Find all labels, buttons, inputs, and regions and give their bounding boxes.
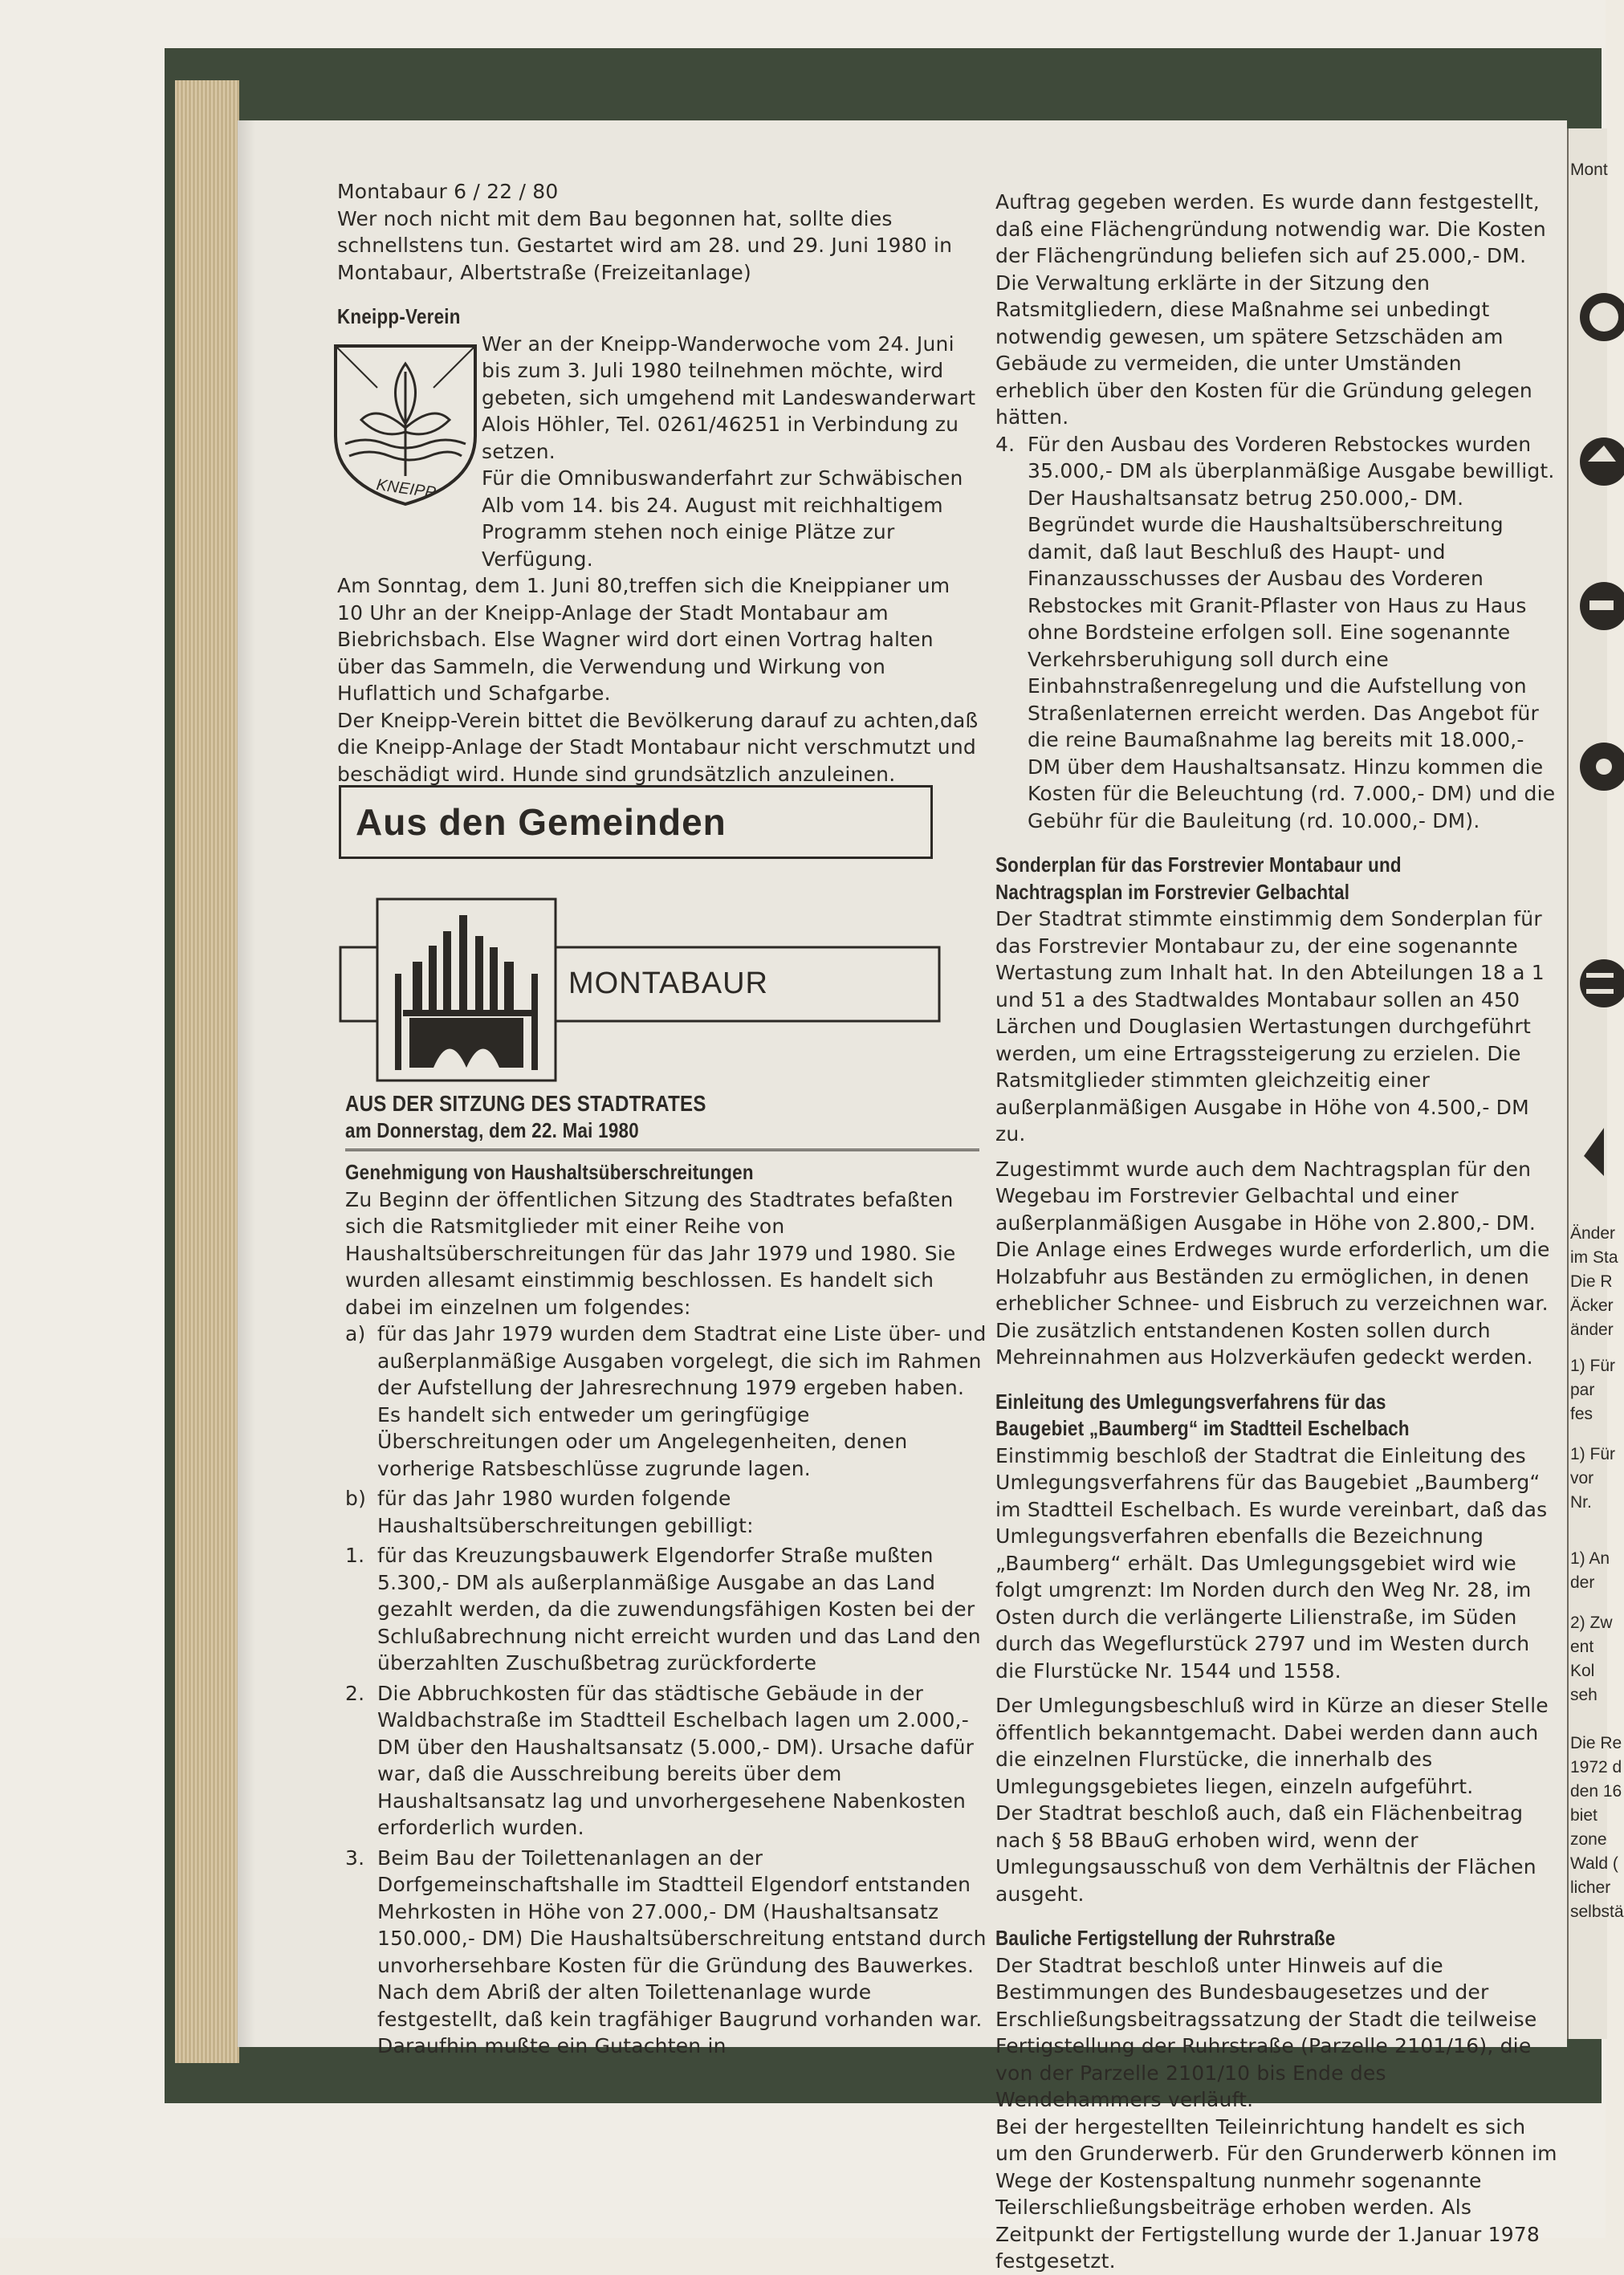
page-edges — [175, 80, 239, 2063]
subheading-haushalt: Genehmigung von Haushaltsüberschreitungen — [345, 1160, 754, 1184]
next-page-emblem-icon — [1572, 578, 1620, 634]
subheading-umlegung: Einleitung des Umlegungsverfahrens für das Baugebiet „Baumberg“ im Stadtteil Eschelbach — [995, 1389, 1410, 1440]
list-item-4 — [995, 431, 1557, 835]
list-text: für das Jahr 1979 wurden dem Stadtrat eine Liste über- und außerplanmäßige Ausgaben vorgelegt, die sich im Rahmen der Aufstellung der Jahresrechnung 1979 ergeben haben. Es handelt sich entweder um geringfügige Überschreitungen oder um Angelegenheiten, denen vorherige Ratsbeschlüsse zugrunde lagen. — [377, 1322, 987, 1480]
next-page-text-fragment: selbstä — [1570, 1903, 1624, 1921]
next-page-text-fragment: 1) An — [1570, 1549, 1610, 1568]
kneipp-section — [337, 303, 979, 788]
umlegung-paragraph-3: Der Stadtrat beschloß auch, daß ein Flächenbeitrag nach § 58 BBauG erhoben wird, wenn der Umlegungsausschuß von dem Verhältnis der Flächen ausgeht. — [995, 1801, 1536, 1906]
next-page-text-fragment: biet — [1570, 1806, 1598, 1825]
double-rule-divider — [345, 1149, 979, 1151]
next-page-text-fragment: Wald ( — [1570, 1854, 1618, 1873]
kneipp-heading: Kneipp-Verein — [337, 304, 461, 328]
umlegung-paragraph-1: Einstimmig beschloß der Stadtrat die Einleitung des Umlegungsverfahrens für das Baugebiet „Baumberg“ im Stadtteil Eschelbach. Es wurde vereinbart, daß das Umlegungsverfahren ebenfalls die Bezeichnung „Baumberg“ erhält. Das Umlegungsgebiet wird wie folgt umgrenzt: Im Norden durch den Weg Nr. 28, im Osten durch die verlängerte Lilienstraße, im Süden durch das Wegeflurstück 2797 und im Westen durch die Flurstücke Nr. 1544 und 1558. — [995, 1443, 1548, 1683]
next-page-text-fragment: änder — [1570, 1321, 1614, 1339]
list-marker: 4. — [995, 432, 1016, 456]
list-marker: 1. — [345, 1544, 365, 1567]
next-page-text-fragment: vor — [1570, 1469, 1594, 1488]
next-page-emblem-icon — [1572, 433, 1620, 490]
session-intro: Zu Beginn der öffentlichen Sitzung des Stadtrates befaßten sich die Ratsmitglieder mit einer Reihe von Haushaltsüberschreitungen für das Jahr 1979 und 1980. Sie wurden allesamt einstimmig beschlossen. Es handelt sich dabei im einzelnen um folgendes: — [345, 1187, 956, 1319]
session-heading: AUS DER SITZUNG DES STADTRATES — [345, 1091, 706, 1116]
list-item-2 — [345, 1680, 987, 1842]
next-page-text-fragment: 1972 d — [1570, 1758, 1622, 1776]
section-title-box: Aus den Gemeinden — [339, 785, 933, 859]
kneipp-paragraph-3: Am Sonntag, dem 1. Juni 80,treffen sich die Kneippianer um 10 Uhr an der Kneipp-Anlage der Stadt Montabaur am Biebrichsbach. Else Wagner wird dort einen Vortrag halten über das Sammeln, die Verwendung und Wirkung von Huflattich und Schafgarbe. — [337, 574, 950, 705]
next-page-text-fragment: Mont — [1570, 161, 1608, 179]
next-page-strip — [1567, 128, 1624, 2039]
list-marker: 3. — [345, 1846, 365, 1870]
next-page-text-fragment: 2) Zw — [1570, 1614, 1613, 1632]
session-date: am Donnerstag, dem 22. Mai 1980 — [345, 1117, 639, 1142]
list-text: Für den Ausbau des Vorderen Rebstockes wurden 35.000,- DM als überplanmäßige Ausgabe bewilligt. Der Haushaltsansatz betrug 250.000,- DM. Begründet wurde die Haushaltsüberschreitung damit, daß laut Beschluß des Haupt- und Finanzausschusses der Ausbau des Vorderen Rebstockes mit Granit-Pflaster von Haus zu Haus ohne Bordsteine erfolgen soll. Eine sogenannte Verkehrsberuhigung soll durch eine Einbahnstraßenregelung und die Aufstellung von Straßenlaternen erreicht werden. Das Angebot für die reine Baumaßnahme lag bereits mit 18.000,- DM über dem Haushaltsansatz. Hinzu kommen die Kosten für die Beleuchtung (rd. 7.000,- DM) und die Gebühr für die Bauleitung (rd. 10.000,- DM). — [1028, 432, 1556, 832]
continued-paragraph: Auftrag gegeben werden. Es wurde dann festgestellt, daß eine Flächengründung notwendig war. Die Kosten der Flächengründung beliefen sich auf 25.000,- DM. Die Verwaltung erklärte in der Sitzung den Ratsmitgliedern, diese Maßnahme sei unbedingt notwendig gewesen, um spätere Setzschäden am Gebäude zu vermeiden, die unter Umständen erheblich über den Kosten für die Gründung gelegen hätten. — [995, 190, 1546, 429]
next-page-text-fragment: der — [1570, 1573, 1595, 1592]
next-page-emblem-icon — [1572, 955, 1620, 1011]
stadtrat-session-report — [345, 1090, 987, 2060]
kneipp-paragraph-4: Der Kneipp-Verein bittet die Bevölkerung darauf zu achten,daß die Kneipp-Anlage der Stadt Montabaur nicht verschmutzt und beschädigt wird. Hunde sind grundsätzlich anzuleinen. — [337, 708, 979, 786]
list-item-a — [345, 1321, 987, 1482]
list-item-3 — [345, 1845, 987, 2060]
next-page-emblem-icon — [1572, 289, 1620, 345]
header-line: Montabaur 6 / 22 / 80 — [337, 180, 559, 203]
right-column — [995, 189, 1557, 2275]
next-page-text-fragment: 1) Für — [1570, 1445, 1616, 1463]
list-text: für das Kreuzungsbauwerk Elgendorfer Straße mußten 5.300,- DM als außerplanmäßige Ausgabe an das Land gezahlt werden, da die zuwendungsfähigen Kosten bei der Schlußabrechnung nicht erreicht wurden und das Land den überzahlten Zuschußbetrag zurückforderte — [377, 1544, 981, 1675]
list-marker: 2. — [345, 1681, 365, 1705]
list-item-b — [345, 1485, 987, 1539]
ruhr-paragraph-1: Der Stadtrat beschloß unter Hinweis auf die Bestimmungen des Bundesbaugesetzes und der Erschließungsbeitragssatzung der Stadt die teilweise Fertigstellung der Ruhrstraße (Parzelle 2101/16), die von der Parzelle 2101/10 bis Ende des Wendehammers verläuft. — [995, 1953, 1537, 2111]
umlegung-paragraph-2: Der Umlegungsbeschluß wird in Kürze an dieser Stelle öffentlich bekanntgemacht. Dabei werden dann auch die einzelnen Flurstücke, die innerhalb des Umlegungsgebietes liegen, einzeln aufgeführt. — [995, 1694, 1549, 1798]
next-page-text-fragment: Änder — [1570, 1224, 1616, 1243]
page-gutter-shadow — [238, 120, 255, 2047]
next-page-emblem-icon — [1572, 739, 1620, 795]
subheading-ruhrstrasse: Bauliche Fertigstellung der Ruhrstraße — [995, 1926, 1336, 1950]
list-text: Die Abbruchkosten für das städtische Gebäude in der Waldbachstraße im Stadtteil Eschelbach lagen um 2.000,- DM über den Haushaltsansatz (5.000,- DM). Ursache dafür war, daß die Ausschreibung bereits über dem Haushaltsansatz lag und unvorhergesehene Nabenkosten erforderlich wurden. — [377, 1681, 975, 1839]
next-page-emblem-icon — [1572, 1124, 1620, 1180]
left-column — [337, 178, 979, 788]
kneipp-logo — [329, 340, 482, 508]
list-marker: b) — [345, 1487, 367, 1510]
intro-paragraph: Wer noch nicht mit dem Bau begonnen hat, sollte dies schnellstens tun. Gestartet wird am 28. und 29. Juni 1980 in Montabaur, Albertstraße (Freizeitanlage) — [337, 206, 953, 284]
next-page-text-fragment: den 16 — [1570, 1782, 1622, 1801]
list-text: Beim Bau der Toilettenanlagen an der Dorfgemeinschaftshalle im Stadtteil Elgendorf entstanden Mehrkosten in Höhe von 27.000,- DM (Haushaltsansatz 150.000,- DM) Die Haushaltsüberschreitung entstand durch unvorhersehbare Kosten für die Gründung des Bauwerkes. Nach dem Abriß der alten Toilettenanlage wurde festgestellt, daß kein tragfähiger Baugrund vorhanden war. Daraufhin mußte ein Gutachten in — [377, 1846, 987, 2057]
ruhr-paragraph-2: Bei der hergestellten Teileinrichtung handelt es sich um den Grunderwerb. Für den Grunderwerb können im Wege der Kostenspaltung nunmehr sogenannte Teilerschließungsbeiträge erhoben werden. Als Zeitpunkt der Fertigstellung wurde der 1.Januar 1978 festgesetzt. — [995, 2114, 1557, 2273]
kneipp-paragraph-2: Für die Omnibuswanderfahrt zur Schwäbischen Alb vom 14. bis 24. August mit reichhaltigem Programm stehen noch einige Plätze zur Verfügung. — [482, 466, 963, 571]
next-page-text-fragment: seh — [1570, 1686, 1598, 1704]
next-page-text-fragment: im Sta — [1570, 1248, 1618, 1267]
forst-paragraph-3: Die Anlage eines Erdweges wurde erforderlich, um die Holzabfuhr aus Beständen zu ermöglichen, in denen erheblicher Schnee- und Eisbruch zu verzeichnen war. Die zusätzlich entstandenen Kosten sollen durch Mehreinnahmen aus Holzverkäufen gedeckt werden. — [995, 1238, 1550, 1369]
next-page-text-fragment: Die Re — [1570, 1734, 1622, 1752]
next-page-text-fragment: par — [1570, 1381, 1595, 1399]
next-page-text-fragment: Kol — [1570, 1662, 1595, 1680]
next-page-text-fragment: Äcker — [1570, 1296, 1614, 1315]
next-page-text-fragment: Nr. — [1570, 1493, 1592, 1512]
montabaur-label: MONTABAUR — [568, 967, 768, 1000]
forst-paragraph-1: Der Stadtrat stimmte einstimmig dem Sonderplan für das Forstrevier Montabaur zu, der eine sogenannte Wertastung zum Inhalt hat. In den Abteilungen 18 a 1 und 51 a des Stadtwaldes Montabaur sollen an 450 Lärchen und Douglasien Wertastungen durchgeführt werden, um eine Ertragssteigerung zu erzielen. Die Ratsmitglieder stimmten gleichzeitig einer außerplanmäßigen Ausgabe in Höhe von 4.500,- DM zu. — [995, 907, 1545, 1146]
subheading-forstrevier: Sonderplan für das Forstrevier Montabaur und Nachtragsplan im Forstrevier Gelbachtal — [995, 853, 1402, 904]
kneipp-paragraph-1: Wer an der Kneipp-Wanderwoche vom 24. Juni bis zum 3. Juli 1980 teilnehmen möchte, wird gebeten, sich umgehend mit Landeswanderwart Alois Höhler, Tel. 0261/46251 in Verbindung zu setzen. — [482, 332, 976, 463]
list-text: für das Jahr 1980 wurden folgende Haushaltsüberschreitungen gebilligt: — [377, 1487, 754, 1537]
forst-paragraph-2: Zugestimmt wurde auch dem Nachtragsplan für den Wegebau im Forstrevier Gelbachtal und einer außerplanmäßigen Ausgabe in Höhe von 2.800,- DM. — [995, 1157, 1536, 1235]
next-page-text-fragment: 1) Für — [1570, 1357, 1616, 1375]
list-marker: a) — [345, 1322, 366, 1345]
next-page-text-fragment: licher — [1570, 1878, 1611, 1897]
list-item-1 — [345, 1542, 987, 1677]
next-page-text-fragment: fes — [1570, 1405, 1593, 1423]
next-page-text-fragment: ent — [1570, 1638, 1594, 1656]
kneipp-logo-text: KNEIPP — [375, 475, 438, 503]
next-page-text-fragment: zone — [1570, 1830, 1607, 1849]
next-page-text-fragment: Die R — [1570, 1272, 1613, 1291]
